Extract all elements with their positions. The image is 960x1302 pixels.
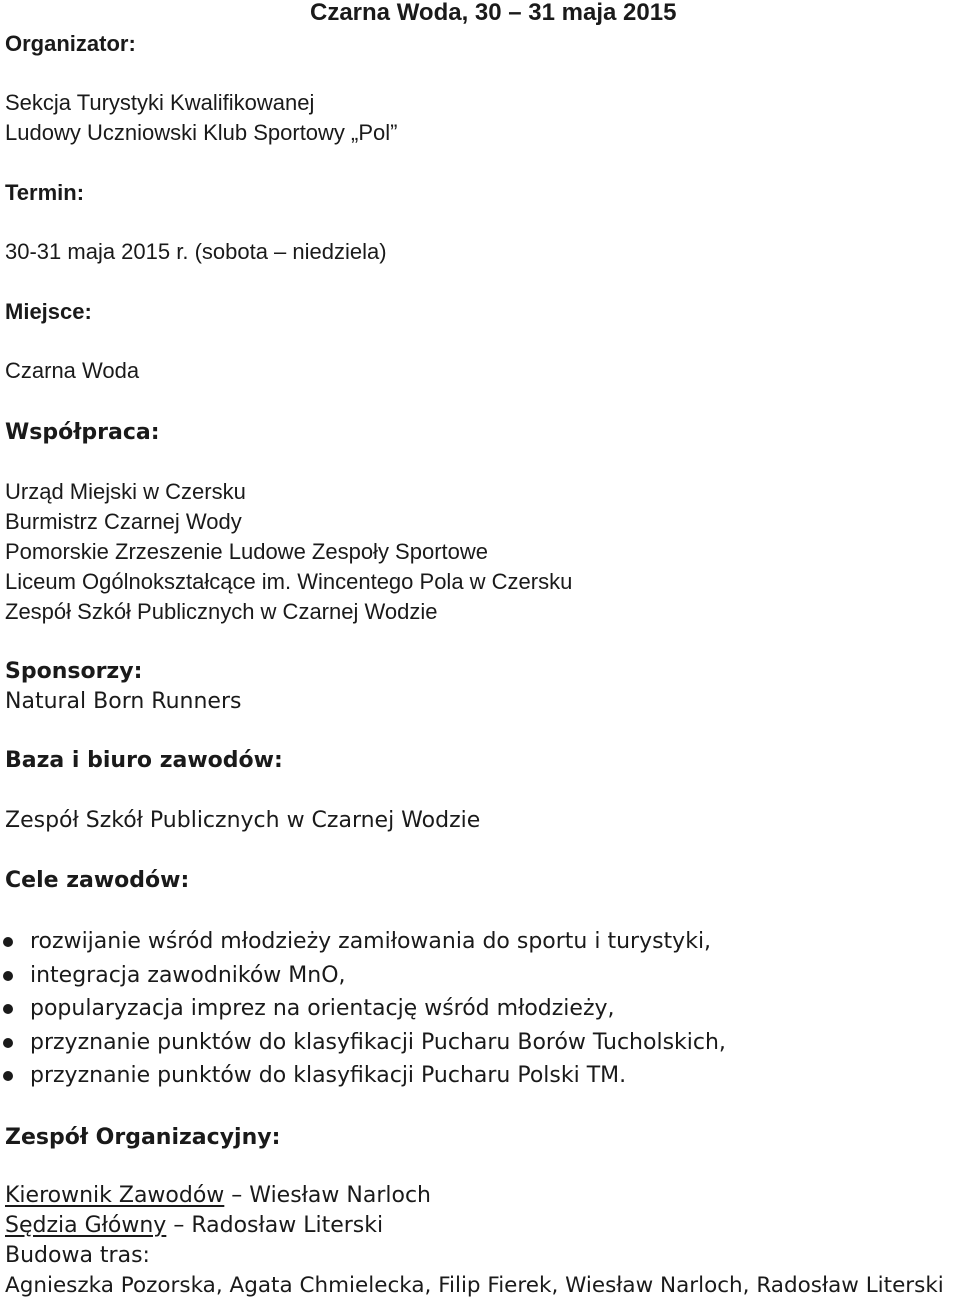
organizer-line-1: Sekcja Turystyki Kwalifikowanej [5,90,315,115]
director-role: Kierownik Zawodów [5,1183,225,1208]
team-director-line [5,1181,431,1211]
list-item-text: przyznanie punktów do klasyfikacji Pucharu Borów Tucholskich, [30,1029,726,1055]
cooperation-line-5: Zespół Szkół Publicznych w Czarnej Wodzie [5,599,438,624]
base-value: Zespół Szkół Publicznych w Czarnej Wodzie [5,808,481,833]
document-title: Czarna Woda, 30 – 31 maja 2015 [310,0,677,26]
routes-names: Agnieszka Pozorska, Agata Chmielecka, Filip Fierek, Wiesław Narloch, Radosław Literski [5,1273,944,1298]
list-item [0,994,726,1028]
goals-list [0,927,726,1095]
term-value: 30-31 maja 2015 r. (sobota – niedziela) [5,239,387,264]
cooperation-line-3: Pomorskie Zrzeszenie Ludowe Zespoły Sportowe [5,539,489,564]
judge-role: Sędzia Główny [5,1213,167,1238]
team-judge-line [5,1211,383,1241]
cooperation-line-1: Urząd Miejski w Czersku [5,479,246,504]
list-item-text: rozwijanie wśród młodzieży zamiłowania do sportu i turystyki, [30,929,712,954]
list-item-text: przyznanie punktów do klasyfikacji Pucharu Polski TM. [30,1063,627,1088]
list-item-text: integracja zawodników MnO, [30,962,346,988]
team-heading: Zespół Organizacyjny: [5,1125,281,1150]
list-item-text: popularyzacja imprez na orientację wśród młodzieży, [30,996,615,1021]
term-heading: Termin: [5,180,85,205]
place-value: Czarna Woda [5,358,140,383]
routes-label: Budowa tras: [5,1243,150,1268]
bullet-icon [3,1038,13,1048]
bullet-icon [3,1004,13,1014]
base-heading: Baza i biuro zawodów: [5,748,283,773]
list-item [0,961,726,995]
bullet-icon [3,1071,13,1081]
cooperation-heading: Współpraca: [5,420,160,445]
organizer-line-2: Ludowy Uczniowski Klub Sportowy „Pol” [5,120,398,145]
bullet-icon [3,937,13,947]
director-name: – Wiesław Narloch [224,1183,431,1208]
cooperation-line-2: Burmistrz Czarnej Wody [5,509,242,534]
bullet-icon [3,971,13,981]
list-item [0,927,726,961]
cooperation-line-4: Liceum Ogólnokształcące im. Wincentego Pola w Czersku [5,569,573,594]
place-heading: Miejsce: [5,299,92,324]
judge-name: – Radosław Literski [166,1213,384,1238]
organizer-heading: Organizator: [5,31,136,56]
sponsors-heading: Sponsorzy: [5,659,143,684]
list-item [0,1061,726,1095]
list-item [0,1028,726,1062]
sponsors-value: Natural Born Runners [5,689,242,714]
goals-heading: Cele zawodów: [5,868,190,893]
